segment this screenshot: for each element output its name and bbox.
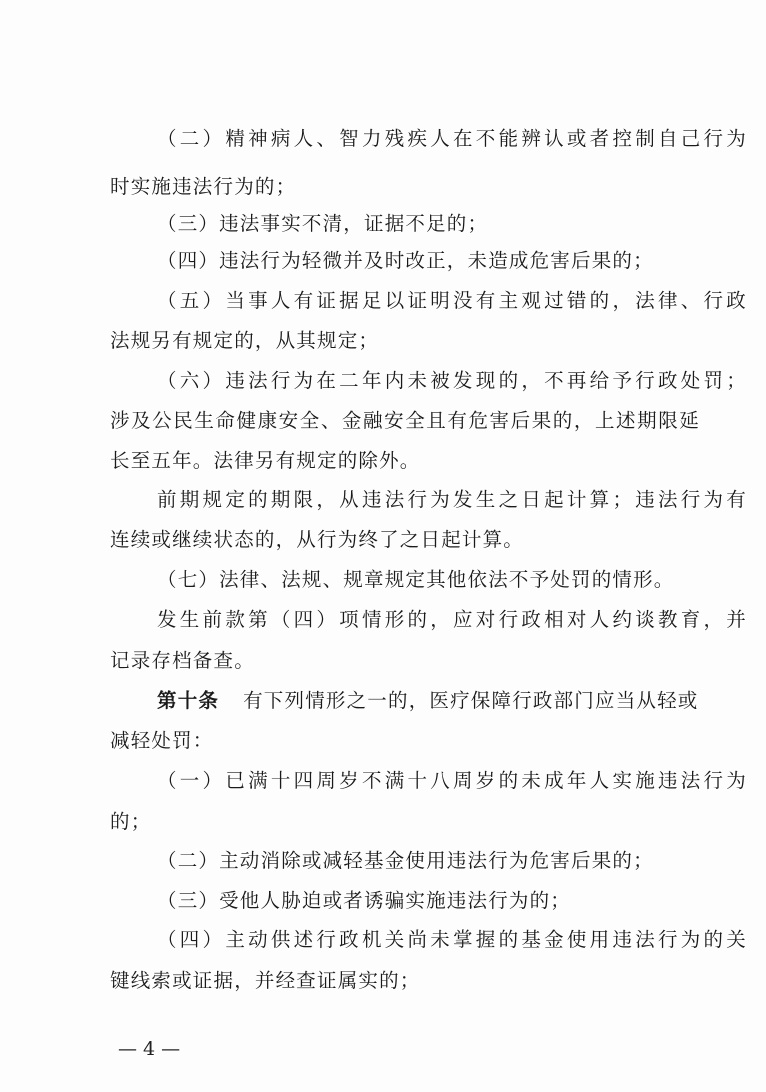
mitigation-2: （二）主动消除或减轻基金使用违法行为危害后果的； — [157, 849, 654, 872]
clause-6-line-3: 长至五年。法律另有规定的除外。 — [110, 449, 421, 472]
preceding-paragraph-line-2: 记录存档备查。 — [110, 649, 255, 672]
mitigation-3: （三）受他人胁迫或者诱骗实施违法行为的； — [157, 889, 572, 912]
clause-7: （七）法律、法规、规章规定其他依法不予处罚的情形。 — [157, 568, 675, 591]
article-ten-text: 有下列情形之一的，医疗保障行政部门应当从轻或 — [243, 689, 699, 712]
article-ten-line-1 — [157, 688, 747, 714]
article-heading: 第十条 — [157, 689, 220, 712]
clause-5-line-1: （五）当事人有证据足以证明没有主观过错的，法律、行政 — [157, 289, 747, 312]
clause-6-line-1: （六）违法行为在二年内未被发现的，不再给予行政处罚； — [157, 369, 747, 392]
page-number: — 4 — — [118, 1038, 181, 1060]
mitigation-4-line-1: （四）主动供述行政机关尚未掌握的基金使用违法行为的关 — [157, 928, 747, 951]
clause-6-line-2: 涉及公民生命健康安全、金融安全且有危害后果的，上述期限延 — [110, 409, 700, 432]
mitigation-1-line-2: 的； — [110, 810, 152, 833]
preceding-paragraph-line-1: 发生前款第（四）项情形的，应对行政相对人约谈教育，并 — [157, 608, 747, 631]
article-ten-line-2: 减轻处罚： — [110, 729, 214, 752]
clause-4: （四）违法行为轻微并及时改正，未造成危害后果的； — [157, 249, 654, 272]
mitigation-4-line-2: 键线索或证据，并经查证属实的； — [110, 969, 421, 992]
clause-5-line-2: 法规另有规定的，从其规定； — [110, 329, 380, 352]
period-paragraph-line-1: 前期规定的期限，从违法行为发生之日起计算；违法行为有 — [157, 488, 747, 511]
clause-3: （三）违法事实不清，证据不足的； — [157, 212, 489, 235]
period-paragraph-line-2: 连续或继续状态的，从行为终了之日起计算。 — [110, 528, 525, 551]
clause-2-line-2: 时实施违法行为的； — [110, 175, 297, 198]
mitigation-1-line-1: （一）已满十四周岁不满十八周岁的未成年人实施违法行为 — [157, 769, 747, 792]
clause-2-line-1: （二）精神病人、智力残疾人在不能辨认或者控制自己行为 — [157, 127, 747, 150]
